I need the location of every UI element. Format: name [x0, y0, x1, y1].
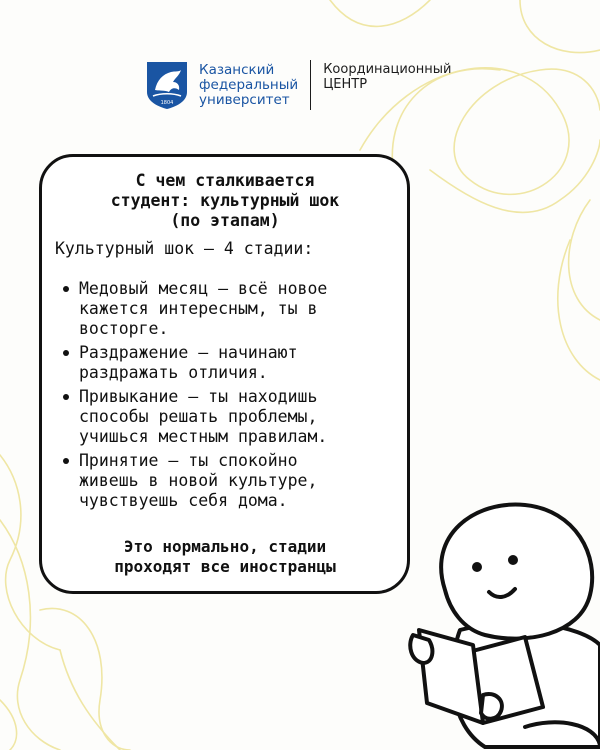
- bullet-icon: [63, 394, 69, 400]
- svg-text:1804: 1804: [160, 100, 174, 106]
- stage-text-line: Привыкание – ты находишь: [79, 387, 318, 406]
- reading-character-illustration: [405, 495, 600, 750]
- conclusion-line: Это нормально, стадии: [123, 537, 327, 556]
- card-title: [55, 171, 395, 231]
- bullet-icon: [63, 350, 69, 356]
- university-name-line: университет: [199, 91, 290, 108]
- stage-text-line: Принятие – ты спокойно: [79, 451, 298, 470]
- stage-text-line: кажется интересным, ты в: [79, 299, 318, 318]
- stage-text-line: чувствуешь себя дома.: [79, 491, 288, 510]
- stages-list: [55, 279, 395, 511]
- header: [145, 60, 451, 110]
- center-name: [323, 60, 451, 92]
- intro-text: Культурный шок – 4 стадии:: [55, 239, 314, 258]
- stage-text-line: живешь в новой культуре,: [79, 471, 318, 490]
- card-title-line: (по этапам): [170, 211, 280, 230]
- info-card: [39, 154, 410, 594]
- conclusion-text: [55, 537, 395, 577]
- stage-item-honeymoon: [55, 279, 395, 339]
- card-title-line: студент: культурный шок: [110, 191, 340, 210]
- stage-text-line: восторге.: [79, 319, 169, 338]
- header-divider: [310, 60, 311, 110]
- university-name: [199, 63, 298, 108]
- bullet-icon: [63, 458, 69, 464]
- university-name-line: Казанский: [199, 61, 275, 78]
- stage-text-line: учишься местным правилам.: [79, 427, 328, 446]
- stage-text-line: способы решать проблемы,: [79, 407, 318, 426]
- stage-text-line: Раздражение – начинают: [79, 343, 298, 362]
- university-name-line: федеральный: [199, 76, 299, 93]
- stage-item-adjustment: [55, 387, 395, 447]
- stage-item-acceptance: [55, 451, 395, 511]
- center-name-line: ЦЕНТР: [323, 77, 368, 92]
- bullet-icon: [63, 286, 69, 292]
- conclusion-line: проходят все иностранцы: [114, 557, 336, 576]
- stage-text-line: раздражать отличия.: [79, 363, 268, 382]
- stage-item-irritation: [55, 343, 395, 383]
- stage-text-line: Медовый месяц – всё новое: [79, 279, 328, 298]
- card-title-line: С чем сталкивается: [135, 171, 315, 190]
- center-name-line: Координационный: [323, 62, 452, 77]
- kfu-emblem-icon: [145, 60, 189, 110]
